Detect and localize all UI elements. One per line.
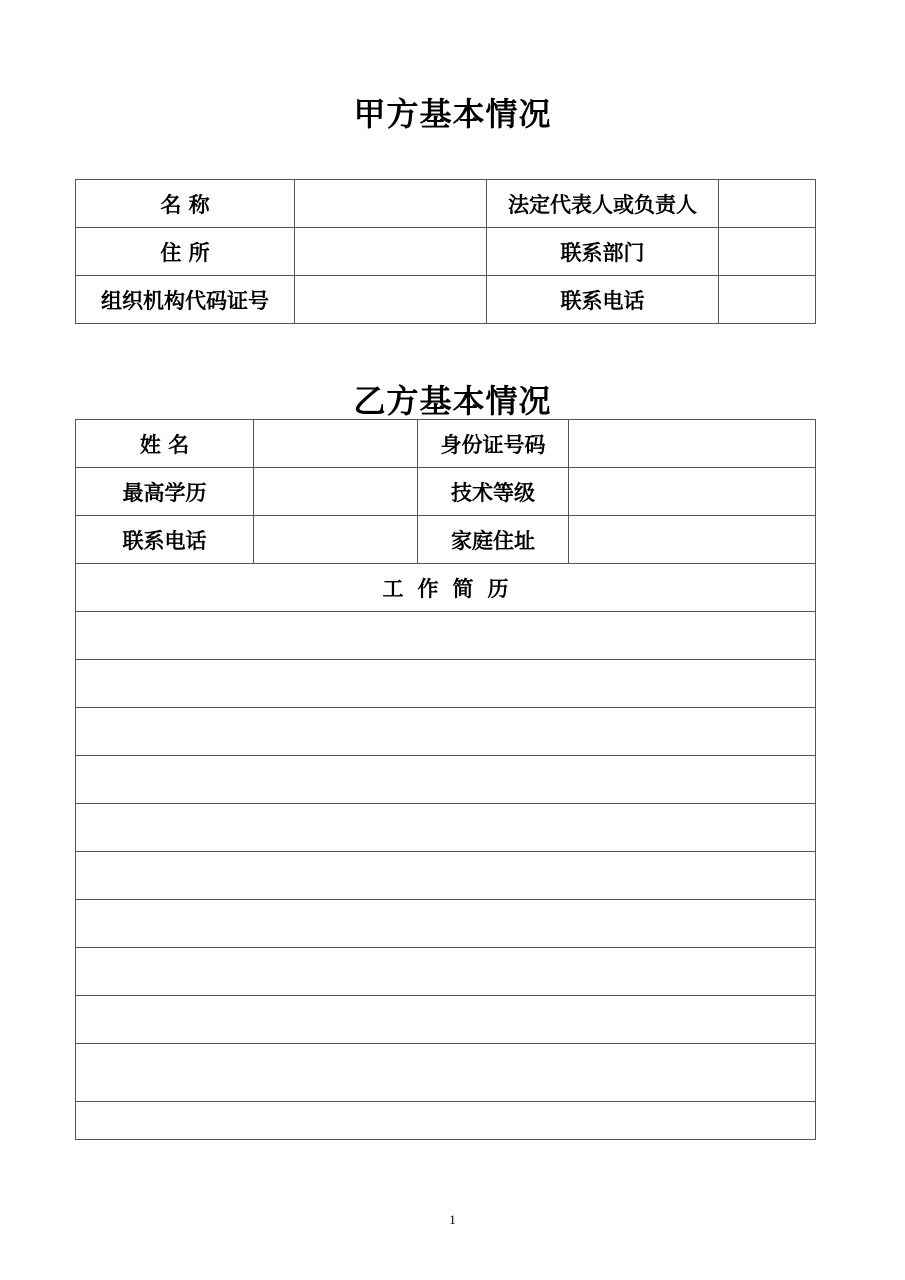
label-cell: 技术等级 [418,468,569,516]
value-cell[interactable] [254,516,418,564]
work-history-entry[interactable] [76,852,816,900]
value-cell[interactable] [295,276,487,324]
value-cell[interactable] [569,468,816,516]
work-history-entry[interactable] [76,756,816,804]
work-history-row [76,948,816,996]
work-history-entry[interactable] [76,708,816,756]
table-row [76,228,816,276]
label-cell: 组织机构代码证号 [76,276,295,324]
label-cell: 联系电话 [76,516,254,564]
value-cell[interactable] [719,228,816,276]
label-cell: 最高学历 [76,468,254,516]
work-history-row [76,756,816,804]
table-row [76,420,816,468]
work-history-row [76,804,816,852]
work-history-entry[interactable] [76,996,816,1044]
value-cell[interactable] [254,468,418,516]
work-history-row [76,612,816,660]
value-cell[interactable] [254,420,418,468]
label-cell: 住 所 [76,228,295,276]
value-cell[interactable] [295,180,487,228]
label-cell: 联系电话 [487,276,719,324]
page-number: 1 [449,1212,456,1227]
work-history-entry[interactable] [76,900,816,948]
work-history-row [76,708,816,756]
work-history-entry[interactable] [76,1102,816,1140]
table-row [76,516,816,564]
party-a-table [75,179,816,324]
label-cell: 法定代表人或负责人 [487,180,719,228]
work-history-entry[interactable] [76,660,816,708]
work-history-row [76,900,816,948]
work-history-entry[interactable] [76,804,816,852]
work-history-row [76,1044,816,1102]
value-cell[interactable] [719,276,816,324]
table-row [76,468,816,516]
work-history-entry[interactable] [76,612,816,660]
party-b-table [75,419,816,1140]
work-history-header-row [76,564,816,612]
work-history-row [76,660,816,708]
label-cell: 联系部门 [487,228,719,276]
label-cell: 家庭住址 [418,516,569,564]
party-b-title: 乙方基本情况 [353,382,552,420]
value-cell[interactable] [295,228,487,276]
value-cell[interactable] [719,180,816,228]
work-history-header: 工作简历 [76,564,816,612]
work-history-row [76,852,816,900]
work-history-row [76,1102,816,1140]
label-cell: 名 称 [76,180,295,228]
table-row [76,180,816,228]
value-cell[interactable] [569,516,816,564]
label-cell: 身份证号码 [418,420,569,468]
value-cell[interactable] [569,420,816,468]
work-history-entry[interactable] [76,948,816,996]
work-history-row [76,996,816,1044]
table-row [76,276,816,324]
label-cell: 姓 名 [76,420,254,468]
party-a-title: 甲方基本情况 [353,95,552,133]
work-history-entry[interactable] [76,1044,816,1102]
